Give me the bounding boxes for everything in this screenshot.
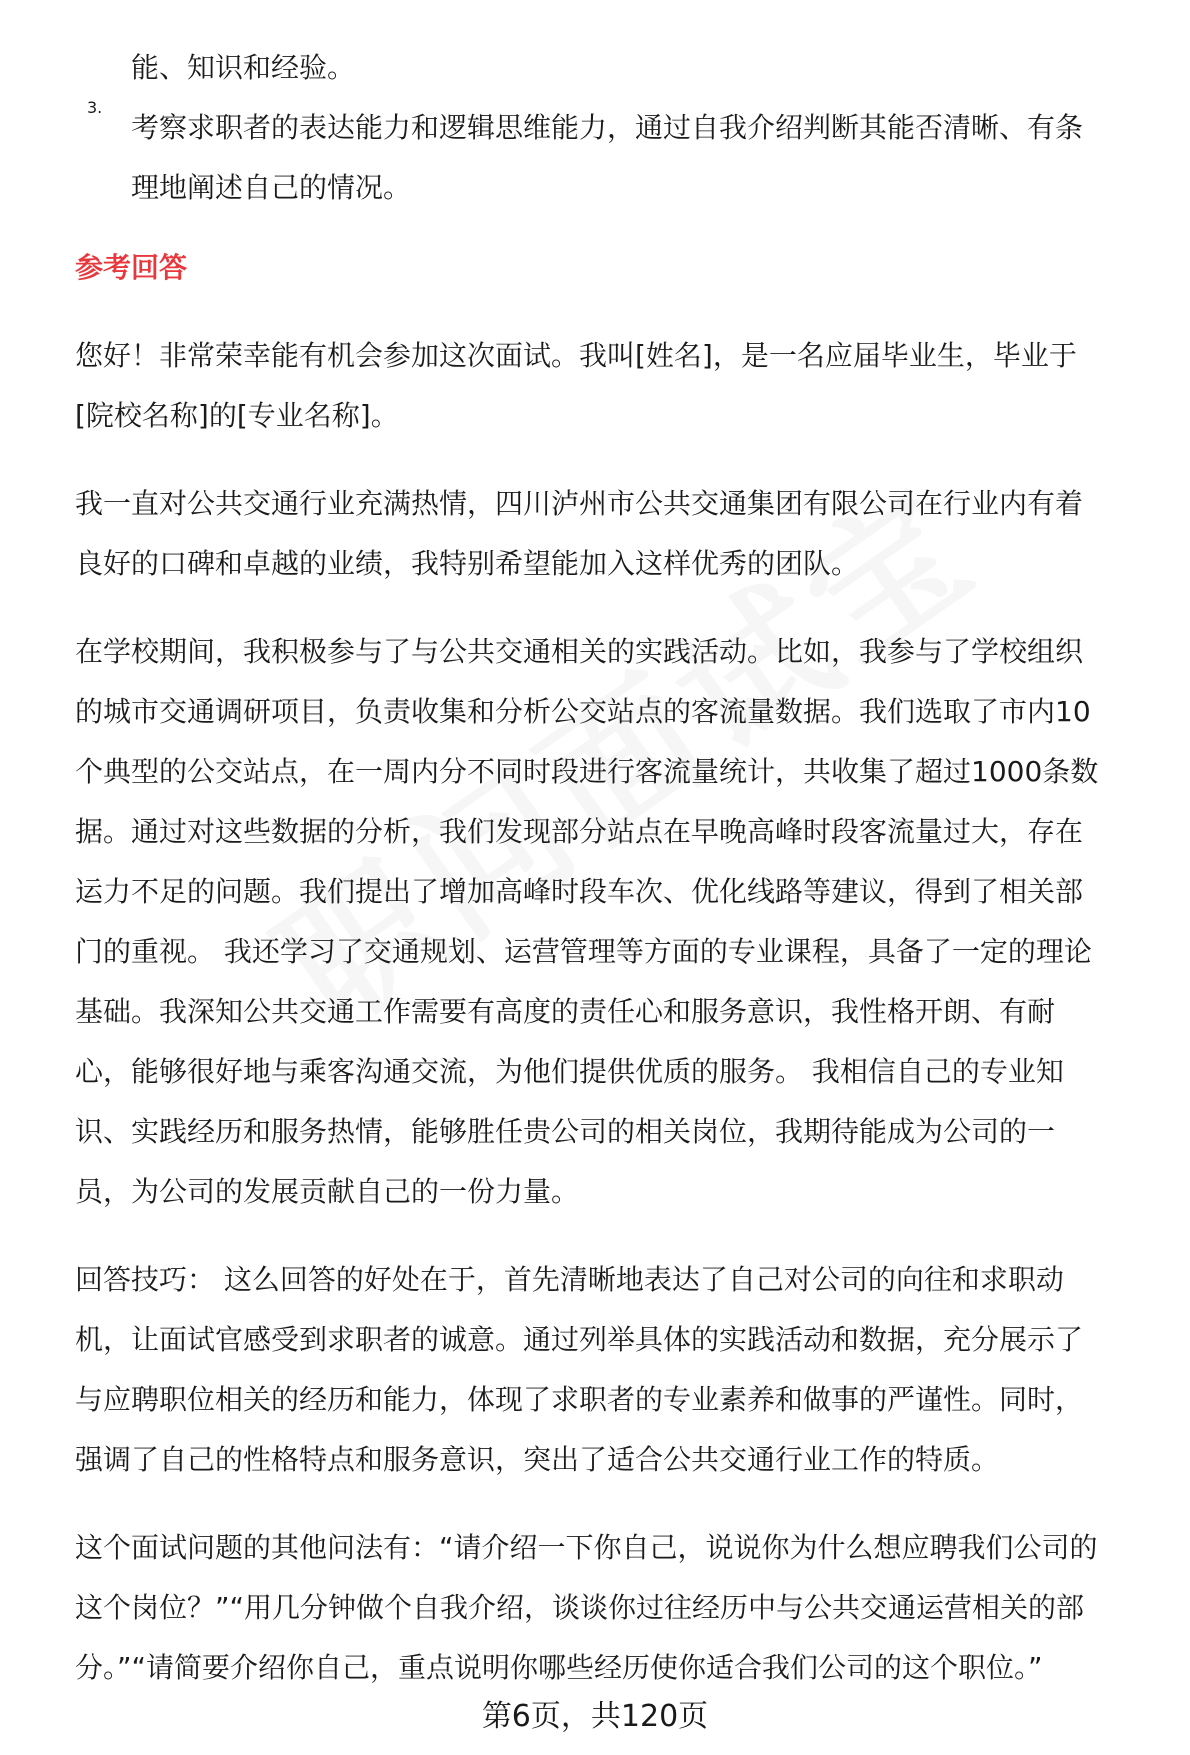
list-item-continuation: 能、知识和经验。: [131, 51, 356, 84]
text-line: 的城市交通调研项目，负责收集和分析公交站点的客流量数据。我们选取了市内10: [75, 695, 1091, 728]
text-line: 运力不足的问题。我们提出了增加高峰时段车次、优化线路等建议，得到了相关部: [75, 875, 1084, 908]
text-line: 据。通过对这些数据的分析，我们发现部分站点在早晚高峰时段客流量过大，存在: [75, 815, 1084, 848]
text-line: 员，为公司的发展贡献自己的一份力量。: [75, 1175, 580, 1208]
text-line: 机，让面试官感受到求职者的诚意。通过列举具体的实践活动和数据，充分展示了: [75, 1323, 1084, 1356]
text-line: [院校名称]的[专业名称]。: [75, 399, 399, 432]
text-line: 分。”“请简要介绍你自己，重点说明你哪些经历使你适合我们公司的这个职位。”: [75, 1651, 1043, 1684]
list-number: 3.: [87, 98, 103, 117]
list-item-3-line-1: 考察求职者的表达能力和逻辑思维能力，通过自我介绍判断其能否清晰、有条: [131, 111, 1084, 144]
text-line: 个典型的公交站点，在一周内分不同时段进行客流量统计，共收集了超过1000条数: [75, 755, 1099, 788]
text-line: 回答技巧： 这么回答的好处在于，首先清晰地表达了自己对公司的向往和求职动: [75, 1263, 1064, 1296]
text-line: 良好的口碑和卓越的业绩，我特别希望能加入这样优秀的团队。: [75, 547, 860, 580]
answer-tips-paragraph: [75, 1250, 1175, 1490]
page-number-footer: 第6页，共120页: [481, 1699, 709, 1734]
text-line: 这个面试问题的其他问法有：“请介绍一下你自己，说说你为什么想应聘我们公司的: [75, 1531, 1098, 1564]
text-line: 与应聘职位相关的经历和能力，体现了求职者的专业素养和做事的严谨性。同时，: [75, 1383, 1084, 1416]
reference-answer-heading: 参考回答: [75, 251, 188, 284]
text-line: 心，能够很好地与乘客沟通交流，为他们提供优质的服务。 我相信自己的专业知: [75, 1055, 1064, 1088]
text-line: 基础。我深知公共交通工作需要有高度的责任心和服务意识，我性格开朗、有耐: [75, 995, 1056, 1028]
text-line: 您好！非常荣幸能有机会参加这次面试。我叫[姓名]，是一名应届毕业生，毕业于: [75, 339, 1077, 372]
document-page: [75, 38, 1175, 1698]
text-line: 强调了自己的性格特点和服务意识，突出了适合公共交通行业工作的特质。: [75, 1443, 1000, 1476]
text-line: 在学校期间，我积极参与了与公共交通相关的实践活动。比如，我参与了学校组织: [75, 635, 1084, 668]
text-line: 我一直对公共交通行业充满热情，四川泸州市公共交通集团有限公司在行业内有着: [75, 487, 1084, 520]
text-line: 门的重视。 我还学习了交通规划、运营管理等方面的专业课程，具备了一定的理论: [75, 935, 1092, 968]
list-item-3: [75, 98, 1175, 218]
answer-paragraph-1: [75, 326, 1175, 446]
answer-paragraph-3: [75, 622, 1175, 1222]
text-line: 这个岗位？”“用几分钟做个自我介绍，谈谈你过往经历中与公共交通运营相关的部: [75, 1591, 1085, 1624]
answer-paragraph-2: [75, 474, 1175, 594]
list-item-3-line-2: 理地阐述自己的情况。: [131, 171, 412, 204]
other-questions-paragraph: [75, 1518, 1175, 1698]
text-line: 识、实践经历和服务热情，能够胜任贵公司的相关岗位，我期待能成为公司的一: [75, 1115, 1056, 1148]
